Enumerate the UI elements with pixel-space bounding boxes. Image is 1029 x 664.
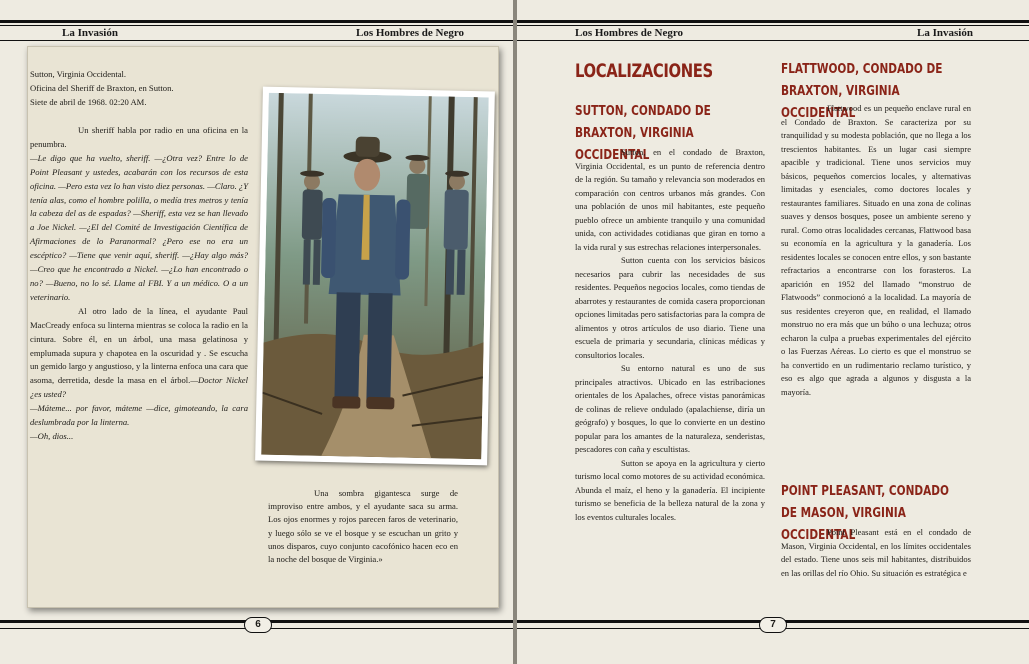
flatwood-body: [781, 102, 971, 399]
quote-text: Una sombra gigantesca surge de improviso entre ambos, y el ayudante saca su arma. Los ojos enormes y rojos parecen faros de veterinario, y luego sólo se ve el bosque y se escuchan un grito y unos disparos, cuyo conjunto cacofónico hacen eco en la noche del bosque de Virginia.»: [268, 488, 458, 565]
closing-quote: [268, 487, 458, 566]
story-date: Siete de abril de 1968. 02:20 AM.: [30, 96, 147, 107]
section-title: LOCALIZACIONES: [575, 60, 713, 82]
running-header-left: La Invasión: [62, 27, 118, 39]
narration-2-end: —Doctor Nickel ¿es usted?: [30, 375, 248, 400]
sutton-body: [575, 146, 765, 524]
illustration-photo: [255, 87, 495, 466]
header-rule-thin: [517, 25, 1029, 26]
flatwood-paragraph-1: Flattwood es un pequeño enclave rural en el Condado de Braxton. Se caracteriza por su tranquilidad y su modesta población, que no llega a los trescientos habitantes. Es un lugar casi siempre apacible y tradicional. Tiene unos servicios muy básicos, pequeños comercios locales, y alternativas limitadas y esenciales, como doctores locales y restaurantes familiares. Situado en una zona de colinas suaves y densos bosques, posee un ambiente sereno y rural. Como otras localidades cercanas, Flattwood basa su economía en la agricultura y la ganadería. Los residentes locales se conocen entre ellos, y son bastante refractarios a encontrarse con los forasteros. La aparición en 1952 del llamado “monstruo de Flatwoods” conmocionó a la localidad. La mayoría de sus residentes creyeron que, en realidad, el llamado monstruo no era más que un búho o una lechuza; otros echaron la culpa a pruebas experimentales del ejército o las Fuerzas Aéreas. Lo cierto es que el monstruo se ha convertido en un rudimentario reclamo turístico, y eso es algo que agrada a algunos y disgusta a la mayoría.: [781, 103, 971, 397]
running-header-right: La Invasión: [917, 27, 973, 39]
point-pleasant-paragraph-1: Point Pleasant está en el condado de Mason, Virginia Occidental, en los límites occidentales del estado. Tiene unos seis mil habitantes, distribuidos en las orillas del río Ohio. Su situación es estratégica e: [781, 527, 971, 578]
running-header-right: Los Hombres de Negro: [356, 27, 465, 39]
flatwood-heading: FLATTWOOD, CONDADO DE BRAXTON, VIRGINIA OCCIDENTAL: [781, 61, 943, 121]
narration-1: Un sheriff habla por radio en una oficina en la penumbra.: [30, 125, 248, 149]
header-rule: [517, 20, 1029, 23]
page-number: 6: [244, 617, 272, 633]
dialogue-block: —Le digo que ha vuelto, sheriff. —¿Otra vez? Entre lo de Point Pleasant y ustedes, acabarán con los recursos de esta oficina. —Pero esta vez lo han visto diez personas. —Claro. ¿Y tenía alas, como el hombre polilla, o medía tres metros y tenía la cabeza del as de espadas? —Sheriff, esta vez se han llevado a Joe Nickel. —¿El del Comité de Investigación Científica de Afirmaciones de lo Paranormal? ¿Pero ese no era un escéptico? —Tiene que venir aquí, sheriff. —¿Hay algo más? —Creo que he encontrado a Nickel. —¿Lo han encontrado o no? —Bueno, no lo sé. Llame al FBI. Y a un médico. O a un veterinario.: [30, 152, 248, 302]
point-pleasant-body: [781, 526, 971, 580]
story-office: Oficina del Sheriff de Braxton, en Sutton.: [30, 82, 174, 93]
dialogue-2: —Máteme... por favor, máteme —dice, gimoteando, la cara deslumbrada por la linterna.: [30, 403, 248, 428]
narration-2: [30, 305, 248, 402]
story-place: Sutton, Virginia Occidental.: [30, 69, 127, 79]
header-rule-thin: [0, 25, 514, 26]
sutton-paragraph-1: Sutton, en el condado de Braxton, Virginia Occidental, es un punto de referencia dentro de la región. Su tamaño y relevancia son moderados en comparación con centros urbanos más grandes. Con una población de unos mil habitantes, este pequeño pueblo ofrece un ambiente tranquilo y una comunidad unida, con actividades cotidianas que giran en torno a la vida rural y sus estrechas relaciones interpersonales.: [575, 147, 765, 252]
header-rule-bottom: [517, 40, 1029, 41]
story-heading-lines: [30, 68, 248, 110]
header-rule: [0, 20, 514, 23]
sutton-heading: SUTTON, CONDADO DE BRAXTON, VIRGINIA OCCIDENTAL: [575, 103, 711, 163]
point-pleasant-heading: POINT PLEASANT, CONDADO DE MASON, VIRGINIA OCCIDENTAL: [781, 483, 949, 543]
sutton-paragraph-4: Sutton se apoya en la agricultura y cierto turismo local como motores de su actividad económica. Abunda el maíz, el heno y la ganadería. El incipiente turismo se beneficia de la belleza natural de la zona y los eventos culturales locales.: [575, 457, 765, 522]
header-rule-bottom: [0, 40, 514, 41]
dialogue-3: —Oh, dios...: [30, 430, 74, 441]
sutton-paragraph-3: Su entorno natural es uno de sus principales atractivos. Ubicado en las estribaciones orientales de los Apalaches, ofrece vistas panorámicas de colinas de relieve ondulado (apalachiense, diría un geógrafo) y bosques, lo que lo convierte en un destino popular para los amantes de la naturaleza, senderistas, pescadores con caña y escultistas.: [575, 363, 765, 454]
left-page: [0, 0, 514, 664]
story-body: [30, 124, 248, 444]
sutton-paragraph-2: Sutton cuenta con los servicios básicos necesarios para cubrir las necesidades de sus residentes. Pequeños negocios locales, como tiendas de abarrotes y restaurantes de comida casera proporcionan opciones limitadas pero satisfactorias para la compra de alimentos y otros artículos de uso diario. Tiene una escuela de primaria y secundaria, clínicas médicas y consultorios locales.: [575, 255, 765, 360]
running-header-left: Los Hombres de Negro: [575, 27, 684, 39]
narration-2-text: Al otro lado de la línea, el ayudante Paul MacCready enfoca su linterna mientras se coloca la radio en la cintura. Sobre él, en un árbol, una masa gelatinosa y emplumada supura y chapotea en la oscuridad y . Se escucha un gemido largo y angustioso, y la linterna enfoca una cara que asoma, derretida, desde la masa en el árbol.: [30, 305, 248, 386]
men-in-forest-illustration: [261, 93, 489, 460]
page-number: 7: [759, 617, 787, 633]
right-page: [517, 0, 1029, 664]
